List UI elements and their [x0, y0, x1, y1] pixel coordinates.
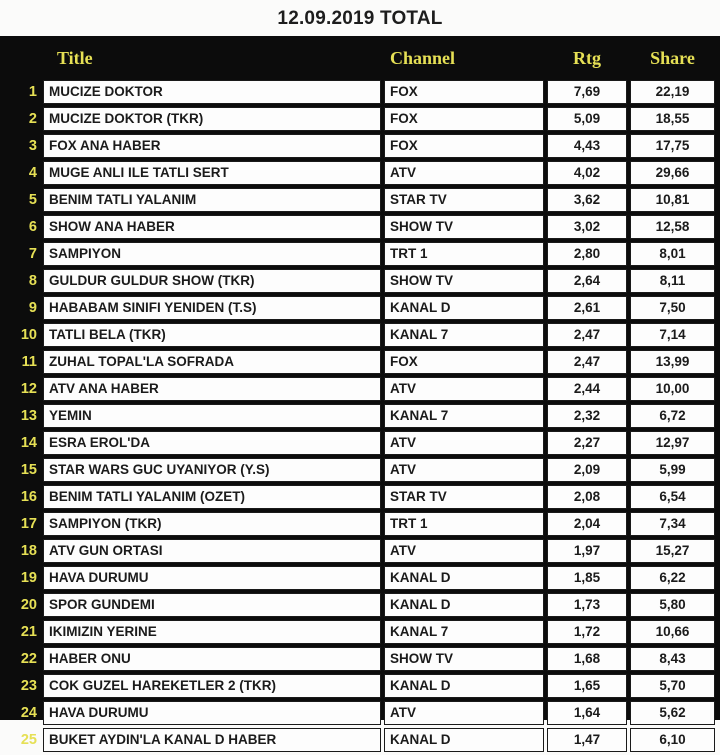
share-cell: 6,54 [630, 485, 715, 509]
channel-cell: KANAL 7 [384, 323, 544, 347]
table-row [3, 431, 715, 455]
rank-cell: 20 [20, 597, 37, 613]
share-cell: 5,70 [630, 674, 715, 698]
table-row [3, 539, 715, 563]
rtg-cell: 2,04 [547, 512, 627, 536]
share-cell: 7,34 [630, 512, 715, 536]
table-row [3, 161, 715, 185]
table-row [3, 350, 715, 374]
table-row [3, 107, 715, 131]
rank-cell: 1 [28, 84, 37, 100]
share-cell: 5,99 [630, 458, 715, 482]
table-row [3, 674, 715, 698]
title-cell: MUGE ANLI ILE TATLI SERT [43, 161, 381, 185]
rtg-cell: 2,44 [547, 377, 627, 401]
channel-cell: FOX [384, 134, 544, 158]
table-row [3, 458, 715, 482]
share-cell: 8,43 [630, 647, 715, 671]
share-cell: 12,97 [630, 431, 715, 455]
rank-cell: 6 [28, 219, 37, 235]
ratings-table-container [0, 36, 720, 748]
channel-cell: KANAL D [384, 593, 544, 617]
table-row [3, 323, 715, 347]
rtg-cell: 2,09 [547, 458, 627, 482]
rank-cell: 23 [20, 678, 37, 694]
share-cell: 13,99 [630, 350, 715, 374]
share-cell: 8,11 [630, 269, 715, 293]
title-cell: STAR WARS GUC UYANIYOR (Y.S) [43, 458, 381, 482]
table-row [3, 377, 715, 401]
share-cell: 5,80 [630, 593, 715, 617]
channel-cell: KANAL 7 [384, 404, 544, 428]
table-row [3, 404, 715, 428]
title-cell: SAMPIYON [43, 242, 381, 266]
rtg-cell: 4,43 [547, 134, 627, 158]
title-cell: MUCIZE DOKTOR [43, 80, 381, 104]
channel-cell: ATV [384, 539, 544, 563]
rank-cell: 18 [20, 543, 37, 559]
rank-cell: 24 [20, 705, 37, 721]
rank-cell: 14 [20, 435, 37, 451]
channel-cell: KANAL D [384, 728, 544, 752]
table-header [3, 39, 715, 77]
rtg-cell: 1,47 [547, 728, 627, 752]
share-cell: 10,81 [630, 188, 715, 212]
channel-cell: STAR TV [384, 188, 544, 212]
channel-cell: FOX [384, 350, 544, 374]
table-row [3, 269, 715, 293]
share-cell: 6,72 [630, 404, 715, 428]
rank-cell: 11 [21, 354, 37, 370]
rank-cell: 25 [20, 732, 37, 748]
share-cell: 6,22 [630, 566, 715, 590]
title-cell: COK GUZEL HAREKETLER 2 (TKR) [43, 674, 381, 698]
title-cell: HABABAM SINIFI YENIDEN (T.S) [43, 296, 381, 320]
table-row [3, 593, 715, 617]
share-cell: 7,14 [630, 323, 715, 347]
rtg-cell: 7,69 [547, 80, 627, 104]
channel-cell: FOX [384, 107, 544, 131]
rtg-cell: 2,80 [547, 242, 627, 266]
rank-cell: 5 [28, 192, 37, 208]
title-cell: HAVA DURUMU [43, 566, 381, 590]
rtg-cell: 3,62 [547, 188, 627, 212]
rtg-cell: 1,73 [547, 593, 627, 617]
share-cell: 15,27 [630, 539, 715, 563]
rank-cell: 21 [20, 624, 37, 640]
rank-cell: 15 [20, 462, 37, 478]
table-row [3, 296, 715, 320]
rtg-column-header: Rtg [573, 47, 601, 68]
rtg-cell: 1,64 [547, 701, 627, 725]
rank-cell: 9 [28, 300, 37, 316]
title-cell: FOX ANA HABER [43, 134, 381, 158]
channel-cell: KANAL D [384, 296, 544, 320]
table-row [3, 80, 715, 104]
title-cell: ESRA EROL'DA [43, 431, 381, 455]
title-cell: SHOW ANA HABER [43, 215, 381, 239]
channel-cell: KANAL D [384, 674, 544, 698]
rtg-cell: 2,32 [547, 404, 627, 428]
title-cell: BENIM TATLI YALANIM (OZET) [43, 485, 381, 509]
title-column-header: Title [57, 47, 93, 68]
table-row [3, 512, 715, 536]
rtg-cell: 1,72 [547, 620, 627, 644]
rank-cell: 19 [20, 570, 37, 586]
table-row [3, 134, 715, 158]
table-row [3, 485, 715, 509]
title-cell: SPOR GUNDEMI [43, 593, 381, 617]
channel-cell: KANAL 7 [384, 620, 544, 644]
rtg-cell: 4,02 [547, 161, 627, 185]
share-cell: 10,66 [630, 620, 715, 644]
ratings-table [0, 36, 718, 755]
table-row [3, 215, 715, 239]
table-row [3, 701, 715, 725]
title-cell: MUCIZE DOKTOR (TKR) [43, 107, 381, 131]
rank-cell: 4 [28, 165, 37, 181]
rtg-cell: 2,47 [547, 323, 627, 347]
rank-cell: 10 [20, 327, 37, 343]
title-cell: SAMPIYON (TKR) [43, 512, 381, 536]
title-cell: ZUHAL TOPAL'LA SOFRADA [43, 350, 381, 374]
title-cell: BENIM TATLI YALANIM [43, 188, 381, 212]
share-cell: 18,55 [630, 107, 715, 131]
channel-cell: ATV [384, 377, 544, 401]
table-row [3, 242, 715, 266]
channel-cell: ATV [384, 431, 544, 455]
rank-cell: 13 [20, 408, 37, 424]
page-title: 12.09.2019 TOTAL [277, 8, 443, 29]
title-cell: YEMIN [43, 404, 381, 428]
share-cell: 29,66 [630, 161, 715, 185]
title-cell: IKIMIZIN YERINE [43, 620, 381, 644]
channel-cell: TRT 1 [384, 512, 544, 536]
rank-cell: 17 [20, 516, 37, 532]
title-cell: BUKET AYDIN'LA KANAL D HABER [43, 728, 381, 752]
channel-cell: ATV [384, 458, 544, 482]
rtg-cell: 5,09 [547, 107, 627, 131]
rank-cell: 2 [28, 111, 37, 127]
table-row [3, 647, 715, 671]
channel-cell: SHOW TV [384, 647, 544, 671]
share-cell: 22,19 [630, 80, 715, 104]
share-column-header: Share [650, 47, 695, 68]
share-cell: 7,50 [630, 296, 715, 320]
header-row [3, 39, 715, 77]
channel-cell: TRT 1 [384, 242, 544, 266]
rank-cell: 16 [20, 489, 37, 505]
rtg-cell: 1,97 [547, 539, 627, 563]
table-row [3, 620, 715, 644]
rtg-cell: 2,27 [547, 431, 627, 455]
rtg-cell: 2,47 [547, 350, 627, 374]
title-cell: TATLI BELA (TKR) [43, 323, 381, 347]
rtg-cell: 1,65 [547, 674, 627, 698]
rtg-cell: 1,85 [547, 566, 627, 590]
channel-cell: ATV [384, 701, 544, 725]
share-cell: 5,62 [630, 701, 715, 725]
channel-cell: FOX [384, 80, 544, 104]
rtg-cell: 1,68 [547, 647, 627, 671]
channel-cell: SHOW TV [384, 215, 544, 239]
table-row [3, 566, 715, 590]
rank-cell: 7 [28, 246, 37, 262]
rank-column-header [3, 39, 40, 77]
title-cell: HAVA DURUMU [43, 701, 381, 725]
title-cell: GULDUR GULDUR SHOW (TKR) [43, 269, 381, 293]
channel-cell: KANAL D [384, 566, 544, 590]
rank-cell: 22 [20, 651, 37, 667]
rank-cell: 3 [28, 138, 37, 154]
title-cell: HABER ONU [43, 647, 381, 671]
rtg-cell: 2,08 [547, 485, 627, 509]
title-cell: ATV GUN ORTASI [43, 539, 381, 563]
share-cell: 6,10 [630, 728, 715, 752]
rtg-cell: 2,61 [547, 296, 627, 320]
title-cell: ATV ANA HABER [43, 377, 381, 401]
rank-cell: 8 [28, 273, 37, 289]
channel-cell: STAR TV [384, 485, 544, 509]
rtg-cell: 3,02 [547, 215, 627, 239]
channel-column-header: Channel [390, 47, 456, 68]
channel-cell: SHOW TV [384, 269, 544, 293]
share-cell: 10,00 [630, 377, 715, 401]
share-cell: 8,01 [630, 242, 715, 266]
table-row [3, 728, 715, 752]
share-cell: 12,58 [630, 215, 715, 239]
rtg-cell: 2,64 [547, 269, 627, 293]
table-row [3, 188, 715, 212]
table-body [3, 80, 715, 752]
channel-cell: ATV [384, 161, 544, 185]
share-cell: 17,75 [630, 134, 715, 158]
rank-cell: 12 [20, 381, 37, 397]
